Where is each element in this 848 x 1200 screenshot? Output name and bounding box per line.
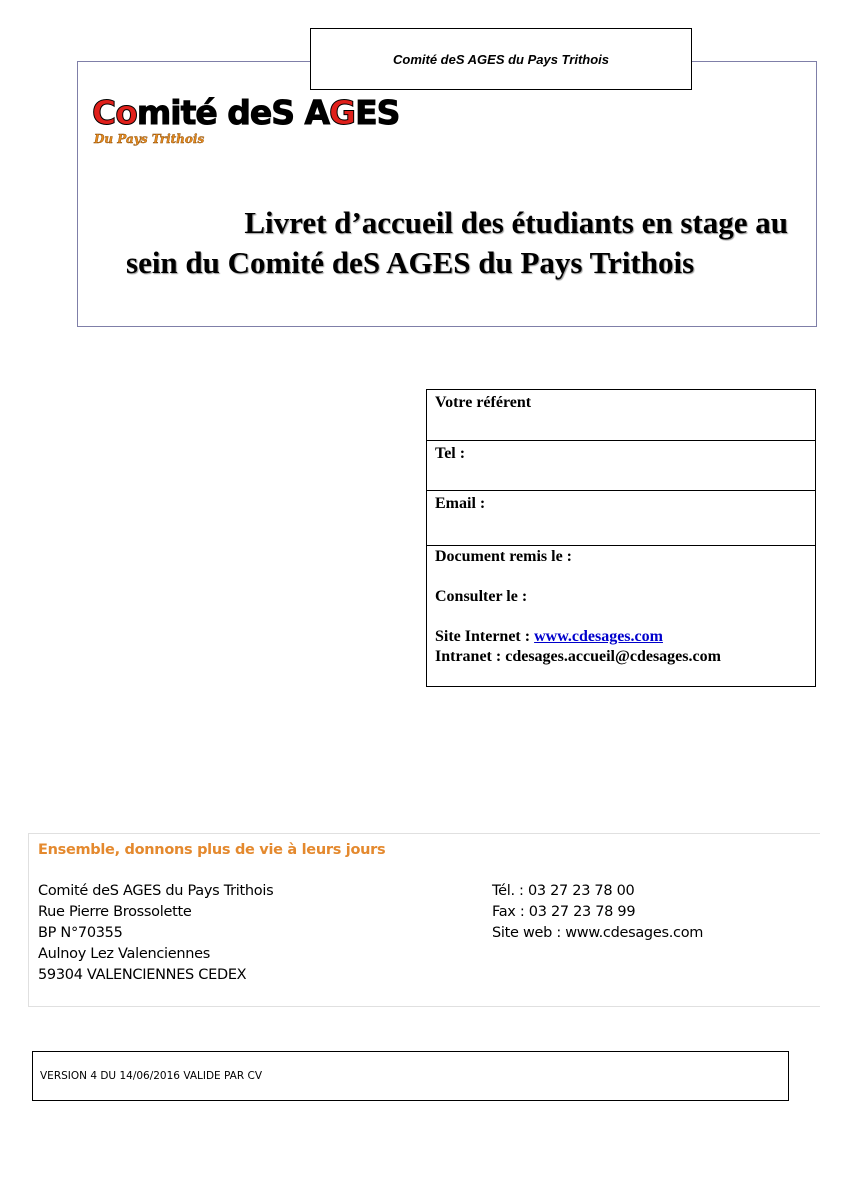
postal-address	[38, 881, 273, 986]
document-remis-label: Document remis le :	[435, 548, 572, 565]
tel-row	[427, 441, 815, 491]
referent-label: Votre référent	[435, 394, 532, 411]
intranet-line: Intranet : cdesages.accueil@cdesages.com	[435, 648, 721, 665]
slogan: Ensemble, donnons plus de vie à leurs jours	[38, 842, 386, 858]
logo-text-2: mit	[136, 93, 196, 132]
site-internet-label: Site Internet :	[435, 628, 535, 645]
consulter-label: Consulter le :	[435, 588, 528, 605]
logo-wordmark	[92, 93, 400, 132]
address-line: Comité deS AGES du Pays Trithois	[38, 883, 274, 899]
logo-text-5: G	[329, 93, 356, 132]
address-line: 59304 VALENCIENNES CEDEX	[38, 967, 247, 983]
tel-label: Tel :	[435, 445, 466, 462]
email-label: Email :	[435, 495, 486, 512]
document-title-line-1: Livret d’accueil des étudiants en stage au	[244, 205, 788, 240]
header-label: Comité deS AGES du Pays Trithois	[393, 51, 609, 67]
website-line: Site web : www.cdesages.com	[492, 925, 704, 941]
logo-text-4: S A	[271, 93, 330, 132]
logo-subtitle: Du Pays Trithois	[94, 132, 205, 146]
version-box	[32, 1051, 789, 1101]
phone-line: Tél. : 03 27 23 78 00	[492, 883, 635, 899]
fax-line: Fax : 03 27 23 78 99	[492, 904, 636, 920]
logo-text-6: ES	[355, 93, 400, 132]
header-label-box	[310, 28, 692, 90]
version-text: VERSION 4 DU 14/06/2016 VALIDE PAR CV	[40, 1070, 263, 1082]
contact-numbers	[492, 881, 703, 944]
address-line: BP N°70355	[38, 925, 123, 941]
site-internet-line	[435, 627, 807, 647]
referent-row	[427, 390, 815, 441]
address-line: Rue Pierre Brossolette	[38, 904, 192, 920]
logo-text-1: Co	[92, 93, 137, 132]
logo-text-3: é de	[195, 93, 272, 132]
address-line: Aulnoy Lez Valenciennes	[38, 946, 211, 962]
site-internet-link[interactable]: www.cdesages.com	[534, 628, 663, 645]
referent-table	[426, 389, 816, 687]
document-info-row	[427, 547, 815, 670]
document-title-line-2: sein du Comité deS AGES du Pays Trithois	[126, 245, 695, 280]
organization-logo	[92, 93, 400, 154]
document-title	[110, 203, 810, 283]
email-row	[427, 491, 815, 546]
